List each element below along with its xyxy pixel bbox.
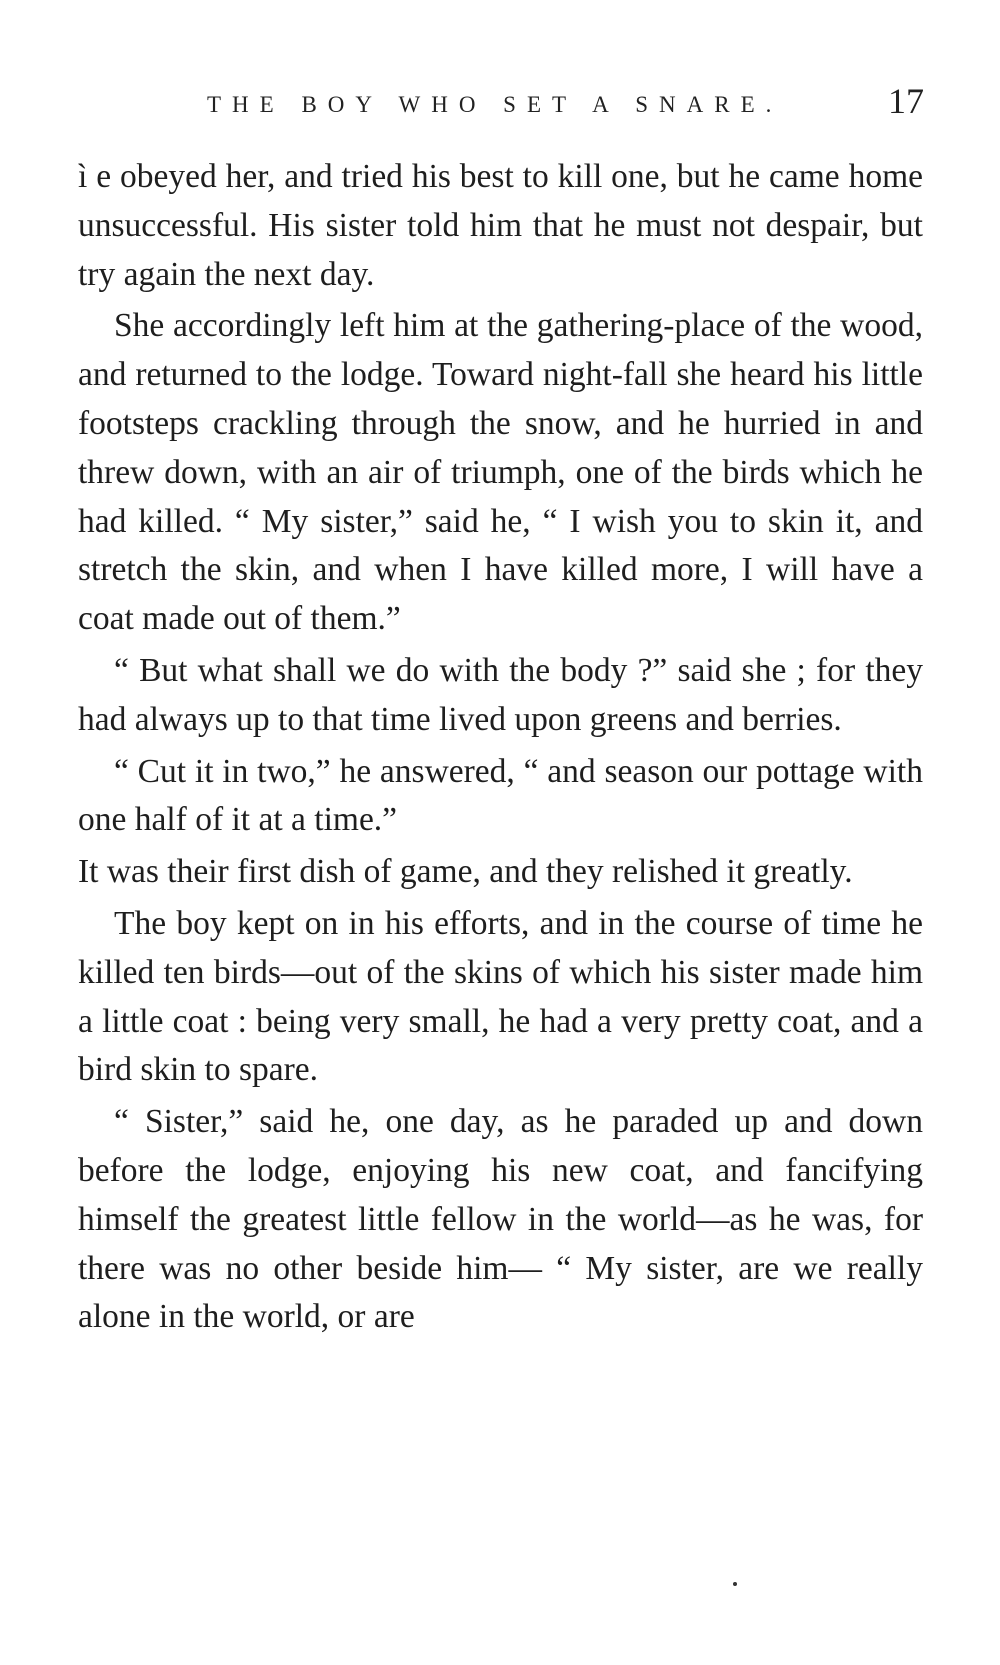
running-head-title: THE BOY WHO SET A SNARE.	[207, 92, 783, 117]
page-number: 17	[888, 81, 924, 121]
paragraph: It was their first dish of game, and they relished it greatly.	[78, 853, 853, 891]
paragraph: ì e obeyed her, and tried his best to kill one, but he came home unsuccessful. His sister told him that he must not despair, but try again the next day.	[78, 158, 923, 293]
paragraph: “ Sister,” said he, one day, as he paraded up and down before the lodge, enjoying his new coat, and fancifying himself the greatest little fellow in the world—as he was, for there was no other beside him— “ My sister, are we really alone in the world, or are	[78, 1103, 923, 1336]
paragraph: The boy kept on in his efforts, and in the course of time he killed ten birds—out of the skins of which his sister made him a little coat : being very small, he had a very pretty coat, and a bird skin to spare.	[78, 904, 923, 1089]
ink-speck	[733, 1582, 737, 1586]
body-text	[78, 153, 923, 1345]
paragraph: “ But what shall we do with the body ?” said she ; for they had always up to that time lived upon greens and berries.	[78, 651, 923, 738]
paragraph: She accordingly left him at the gathering-place of the wood, and returned to the lodge. Toward night-fall she heard his little footsteps crackling through the snow, and he hurried in and threw down, with an air of triumph, one of the birds which he had killed. “ My sister,” said he, “ I wish you to skin it, and stretch the skin, and when I have killed more, I will have a coat made out of them.”	[78, 307, 923, 638]
paragraph: “ Cut it in two,” he answered, “ and season our pottage with one half of it at a time.”	[78, 752, 923, 839]
